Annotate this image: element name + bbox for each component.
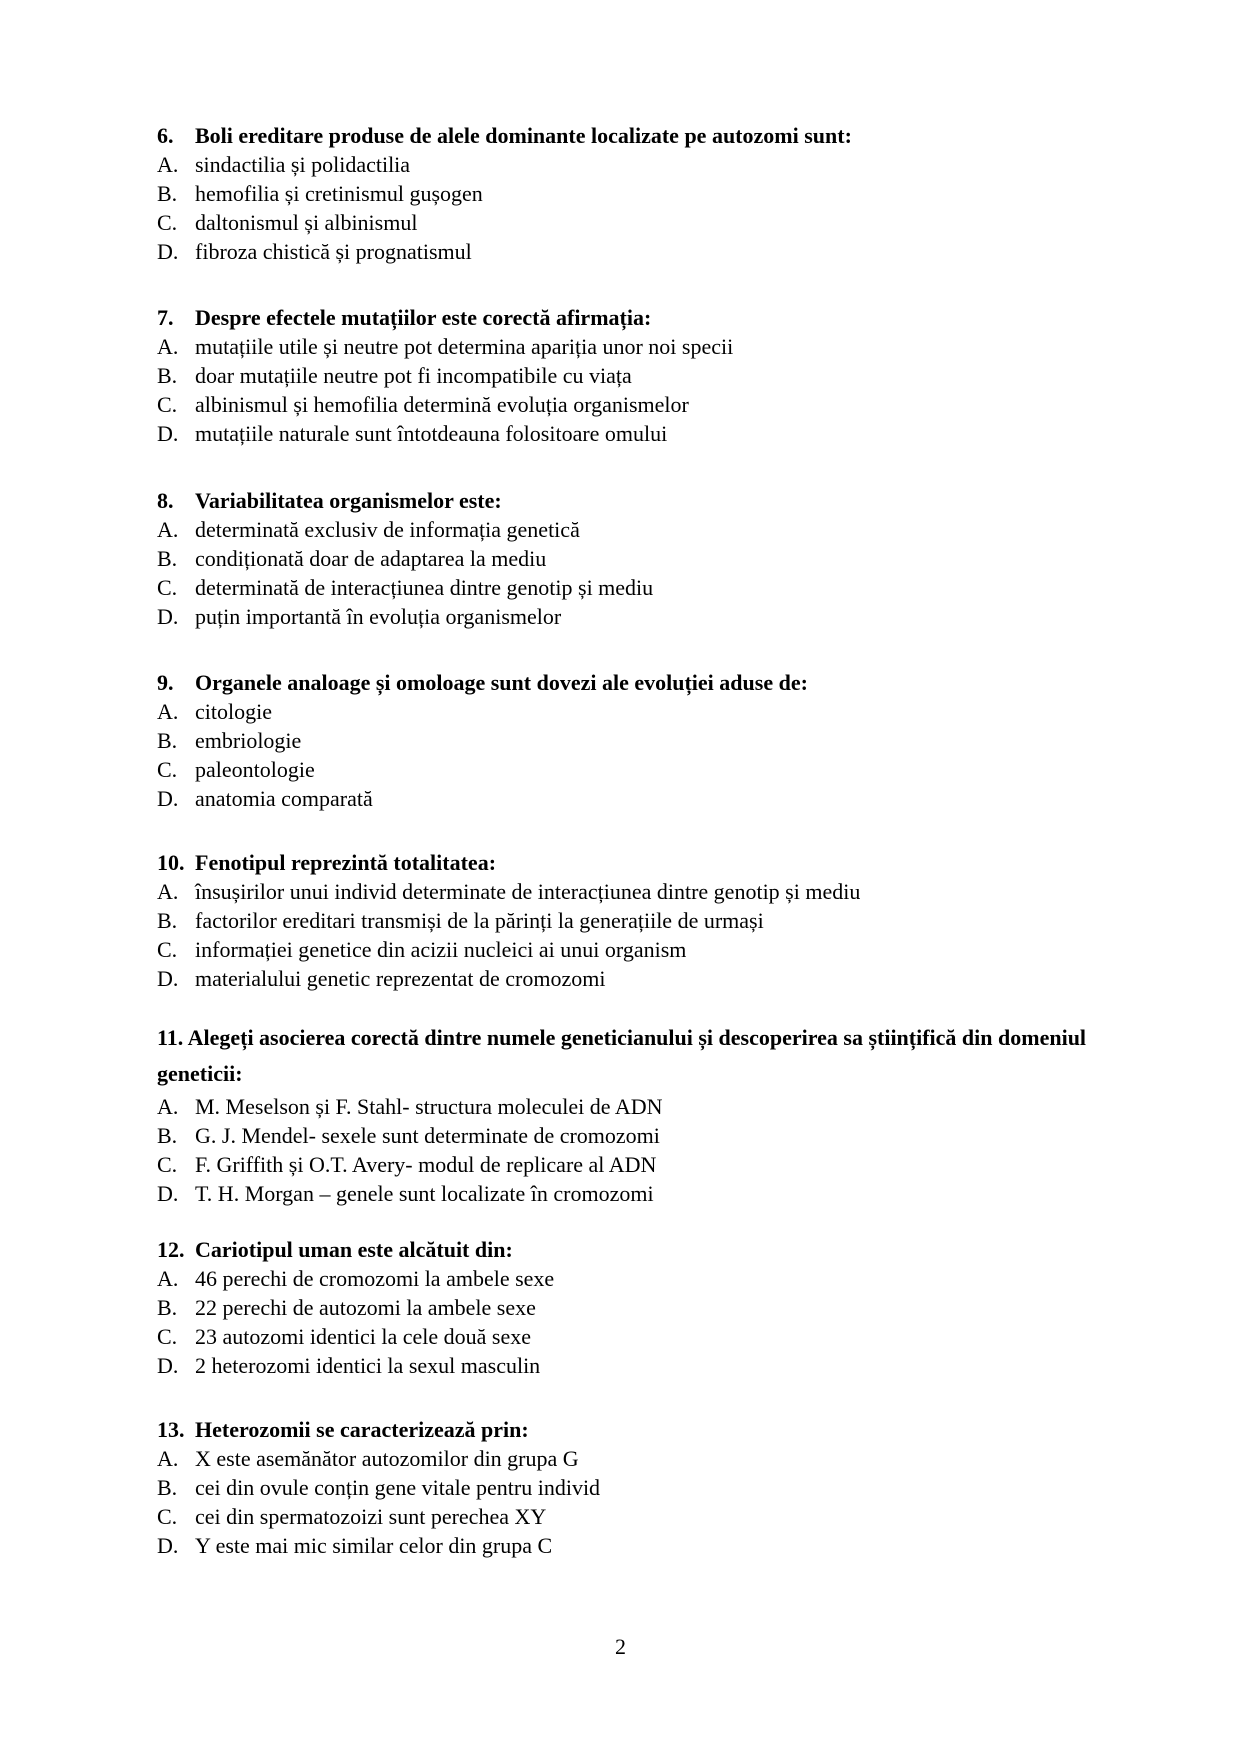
answer-option xyxy=(157,755,1137,784)
option-letter: B. xyxy=(157,1475,178,1500)
option-text: anatomia comparată xyxy=(195,786,373,811)
option-text: fibroza chistică și prognatismul xyxy=(195,239,472,264)
option-letter: A. xyxy=(157,334,179,359)
answer-option xyxy=(157,1179,1137,1208)
answer-option xyxy=(157,1473,1137,1502)
answer-option xyxy=(157,1444,1137,1473)
option-text: T. H. Morgan – genele sunt localizate în cromozomi xyxy=(195,1181,654,1206)
answer-option xyxy=(157,544,1137,573)
question-number: 11. xyxy=(157,1025,184,1050)
answer-option xyxy=(157,906,1137,935)
answer-option xyxy=(157,237,1137,266)
answer-option xyxy=(157,419,1137,448)
option-text: G. J. Mendel- sexele sunt determinate de cromozomi xyxy=(195,1123,660,1148)
question-12 xyxy=(157,1235,1137,1380)
question-10 xyxy=(157,848,1137,993)
question-6 xyxy=(157,121,1137,266)
answer-option xyxy=(157,602,1137,631)
option-text: 22 perechi de autozomi la ambele sexe xyxy=(195,1295,536,1320)
answer-option xyxy=(157,390,1137,419)
option-letter: B. xyxy=(157,363,178,388)
option-letter: B. xyxy=(157,1123,178,1148)
answer-option xyxy=(157,877,1137,906)
option-text: citologie xyxy=(195,699,272,724)
option-letter: B. xyxy=(157,728,178,753)
answer-option xyxy=(157,515,1137,544)
answer-option xyxy=(157,1293,1137,1322)
question-text: Variabilitatea organismelor este: xyxy=(195,488,502,513)
question-number: 9. xyxy=(157,670,174,695)
option-letter: C. xyxy=(157,757,178,782)
question-heading xyxy=(157,848,1137,877)
option-text: daltonismul și albinismul xyxy=(195,210,418,235)
option-text: însușirilor unui individ determinate de interacțiunea dintre genotip și mediu xyxy=(195,879,861,904)
answer-option xyxy=(157,784,1137,813)
question-text: Heterozomii se caracterizează prin: xyxy=(195,1417,529,1442)
option-letter: C. xyxy=(157,937,178,962)
answer-option xyxy=(157,1150,1137,1179)
question-number: 7. xyxy=(157,305,174,330)
option-letter: A. xyxy=(157,517,179,542)
question-number: 8. xyxy=(157,488,174,513)
option-text: mutațiile utile și neutre pot determina apariția unor noi specii xyxy=(195,334,734,359)
option-letter: D. xyxy=(157,1181,179,1206)
option-letter: B. xyxy=(157,908,178,933)
question-heading xyxy=(157,1235,1137,1264)
option-letter: A. xyxy=(157,1266,179,1291)
question-text: Organele analoage și omoloage sunt dovezi ale evoluției aduse de: xyxy=(195,670,808,695)
option-letter: D. xyxy=(157,239,179,264)
option-letter: C. xyxy=(157,575,178,600)
question-heading xyxy=(157,486,1137,515)
option-letter: B. xyxy=(157,546,178,571)
answer-option xyxy=(157,1264,1137,1293)
question-number: 6. xyxy=(157,123,174,148)
option-text: X este asemănător autozomilor din grupa G xyxy=(195,1446,579,1471)
answer-option xyxy=(157,964,1137,993)
option-letter: A. xyxy=(157,879,179,904)
option-text: cei din spermatozoizi sunt perechea XY xyxy=(195,1504,547,1529)
option-letter: A. xyxy=(157,152,179,177)
option-text: puțin importantă în evoluția organismelor xyxy=(195,604,562,629)
option-text: factorilor ereditari transmiși de la părinți la generațiile de urmași xyxy=(195,908,764,933)
answer-option xyxy=(157,332,1137,361)
question-heading xyxy=(157,668,1137,697)
option-letter: C. xyxy=(157,1152,178,1177)
answer-option xyxy=(157,361,1137,390)
answer-option xyxy=(157,935,1137,964)
question-text: Fenotipul reprezintă totalitatea: xyxy=(195,850,497,875)
option-text: determinată de interacțiunea dintre genotip și mediu xyxy=(195,575,654,600)
question-9 xyxy=(157,668,1137,813)
answer-option xyxy=(157,726,1137,755)
question-text: Despre efectele mutațiilor este corectă afirmația: xyxy=(195,305,652,330)
question-heading xyxy=(157,1415,1137,1444)
option-letter: B. xyxy=(157,181,178,206)
option-letter: D. xyxy=(157,1533,179,1558)
option-letter: D. xyxy=(157,966,179,991)
option-letter: D. xyxy=(157,421,179,446)
option-text: albinismul și hemofilia determină evoluția organismelor xyxy=(195,392,689,417)
option-text: 23 autozomi identici la cele două sexe xyxy=(195,1324,531,1349)
answer-option xyxy=(157,573,1137,602)
option-text: determinată exclusiv de informația genetică xyxy=(195,517,580,542)
question-text: Boli ereditare produse de alele dominante localizate pe autozomi sunt: xyxy=(195,123,852,148)
answer-option xyxy=(157,697,1137,726)
option-text: M. Meselson și F. Stahl- structura moleculei de ADN xyxy=(195,1094,663,1119)
page-number: 2 xyxy=(615,1634,626,1659)
answer-option xyxy=(157,208,1137,237)
option-text: mutațiile naturale sunt întotdeauna folositoare omului xyxy=(195,421,668,446)
option-letter: C. xyxy=(157,210,178,235)
option-letter: C. xyxy=(157,1324,178,1349)
option-text: Y este mai mic similar celor din grupa C xyxy=(195,1533,553,1558)
answer-option xyxy=(157,150,1137,179)
option-text: embriologie xyxy=(195,728,302,753)
option-letter: C. xyxy=(157,392,178,417)
answer-option xyxy=(157,1351,1137,1380)
option-text: paleontologie xyxy=(195,757,315,782)
question-heading xyxy=(157,121,1137,150)
answer-option xyxy=(157,1322,1137,1351)
question-number: 13. xyxy=(157,1417,185,1442)
option-text: F. Griffith și O.T. Avery- modul de replicare al ADN xyxy=(195,1152,657,1177)
option-letter: D. xyxy=(157,786,179,811)
option-text: materialului genetic reprezentat de cromozomi xyxy=(195,966,606,991)
answer-option xyxy=(157,1502,1137,1531)
answer-option xyxy=(157,1092,1137,1121)
option-text: 46 perechi de cromozomi la ambele sexe xyxy=(195,1266,555,1291)
option-text: condiționată doar de adaptarea la mediu xyxy=(195,546,547,571)
option-letter: D. xyxy=(157,1353,179,1378)
option-letter: A. xyxy=(157,1094,179,1119)
option-letter: B. xyxy=(157,1295,178,1320)
answer-option xyxy=(157,1121,1137,1150)
option-text: doar mutațiile neutre pot fi incompatibile cu viața xyxy=(195,363,632,388)
question-heading xyxy=(157,303,1137,332)
question-number: 10. xyxy=(157,850,185,875)
option-text: hemofilia și cretinismul gușogen xyxy=(195,181,483,206)
question-13 xyxy=(157,1415,1137,1560)
question-text: Cariotipul uman este alcătuit din: xyxy=(195,1237,513,1262)
option-letter: A. xyxy=(157,1446,179,1471)
option-letter: C. xyxy=(157,1504,178,1529)
question-8 xyxy=(157,486,1137,631)
answer-option xyxy=(157,1531,1137,1560)
option-text: 2 heterozomi identici la sexul masculin xyxy=(195,1353,541,1378)
question-11 xyxy=(157,1020,1137,1208)
option-text: cei din ovule conțin gene vitale pentru individ xyxy=(195,1475,601,1500)
question-text: Alegeți asocierea corectă dintre numele geneticianului și descoperirea sa științifică din domeniul geneticii: xyxy=(157,1025,1087,1086)
option-text: sindactilia și polidactilia xyxy=(195,152,411,177)
question-number: 12. xyxy=(157,1237,185,1262)
question-7 xyxy=(157,303,1137,448)
answer-option xyxy=(157,179,1137,208)
option-text: informației genetice din acizii nucleici ai unui organism xyxy=(195,937,687,962)
option-letter: A. xyxy=(157,699,179,724)
question-heading xyxy=(157,1020,1137,1092)
option-letter: D. xyxy=(157,604,179,629)
